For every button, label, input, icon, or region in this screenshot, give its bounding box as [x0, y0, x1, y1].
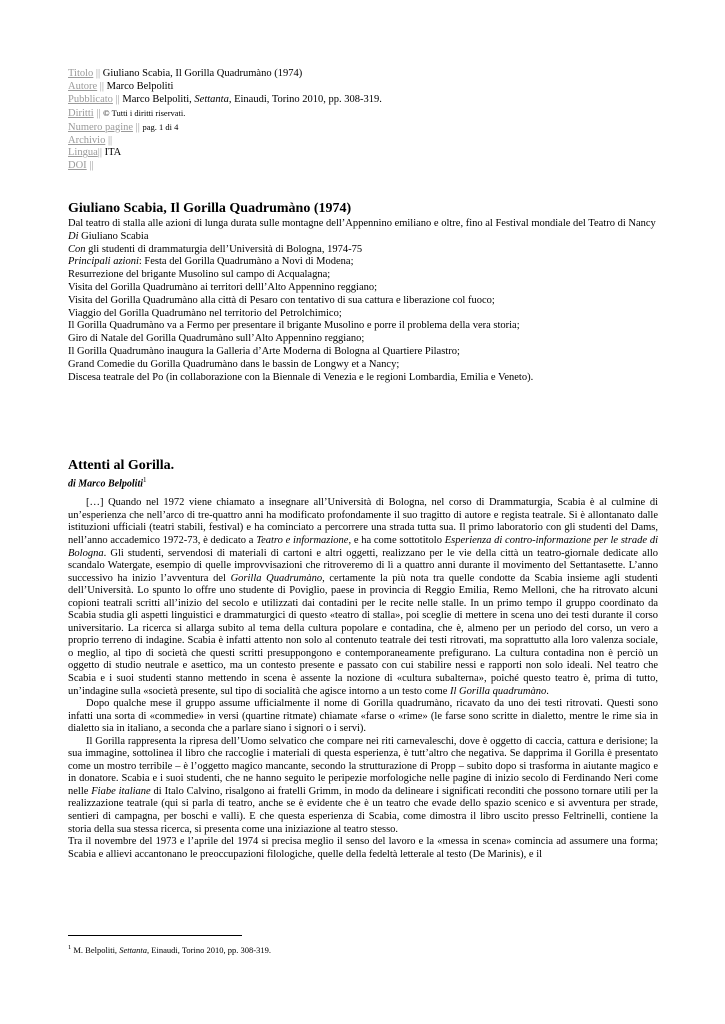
credit-di-label: Di [68, 230, 79, 242]
credit-con-value: gli studenti di drammaturgia dell’Università di Bologna, 1974-75 [85, 243, 363, 255]
principali-azioni [68, 256, 658, 269]
meta-row-titolo [68, 68, 382, 81]
azione-item: Visita del Gorilla Quadrumàno ai territori delll’Alto Appennino reggiano; [68, 281, 378, 293]
azione-item: Discesa teatrale del Po (in collaborazione con la Biennale di Venezia e le regioni Lombardia, Emilia e Veneto). [68, 371, 534, 383]
scheda-section [68, 201, 658, 384]
meta-row-pubblicato [68, 94, 382, 107]
meta-value-pubblicato-post: , Einaudi, Torino 2010, pp. 308-319. [228, 93, 382, 105]
article-paragraph: Dopo qualche mese il gruppo assume ufficialmente il nome di Gorilla quadrumàno, ricavato da uno dei testi ritrovati. Questi sono infatti una sorta di «commedie» in versi (quartine ritmate) chiamate «farse o «rime» (le farse sono scritte in dialetto, mentre le rime sia in dialetto sia in italiano, a seconda che a parlare siano i signori o i servi). [68, 698, 658, 735]
azione-item: Grand Comedie du Gorilla Quadrumàno dans le bassin de Longwy et a Nancy; [68, 358, 400, 370]
article-author-name: di Marco Belpoliti [68, 478, 143, 490]
metadata-block [68, 68, 382, 173]
meta-separator: || [97, 147, 102, 159]
text-run: , certamente la più nota tra quelle condotte da Scabia insieme agli studenti dell’Università. Lo spunto lo offre uno studente di Poviglio, paese in provincia di Reggio Emilia, Remo Melloni, che ha ritrovato alcuni copioni teatrali scritti all’inizio del secolo e utilizzati dai contadini per le recite nelle stalle. In un primo tempo il gruppo coordinato da Scabia studia gli aspetti linguistici e drammaturgici di questo «teatro di stalla», poi sceglie di mettere in scena uno dei testi durante il corso universitario. La ricerca si allarga subito al tema della cultura popolare e contadina, che è, almeno per un periodo del corso, un vero a proprio terreno di indagine. Scabia è infatti attento non solo al contenuto teatrale dei testi ritrovati, ma soprattutto alla loro valenza sociale, o meglio, al tipo di società che questi scritti presuppongono e contemporaneamente prefigurano. La cultura contadina non è perciò un oggetto di studio neutrale e asettico, ma un contesto presente e passato con cui stabilire nessi e rapporti non solo ideali. Nel teatro che Scabia e i suoi studenti stanno mettendo in scena è assente la nozione di «cultura subalterna», poiché questo teatro è, prima di tutto, un’indagine sulla «società presente, sul tipo di socialità che agisce intorno a un testo come [68, 572, 658, 697]
article-author [68, 474, 658, 490]
credit-con [68, 244, 658, 257]
text-run-italic: Fiabe italiane [91, 785, 151, 797]
meta-label-numero-pagine[interactable]: Numero pagine [68, 121, 134, 133]
meta-label-doi[interactable]: DOI [68, 160, 87, 172]
footnote-text-pre: M. Belpoliti, [71, 944, 120, 955]
azioni-label: Principali azioni [68, 256, 139, 268]
meta-value-numero-pagine: pag. 1 di 4 [142, 121, 179, 132]
meta-separator: || [115, 93, 120, 105]
meta-value-pubblicato-pre: Marco Belpoliti, [122, 93, 195, 105]
meta-label-archivio[interactable]: Archivio [68, 134, 106, 146]
meta-label-lingua[interactable]: Lingua [68, 147, 98, 159]
text-run: . Gli studenti, servendosi di materiali di cartoni e altri oggetti, realizzano per le vie della città un teatro-giornale dedicate allo scandalo Watergate, esempio di quelle improvvisazioni che ritroveremo di lì a quattro anni durante il movimento del Settantasette. L’anno successivo ha inizio l’avventura del [68, 547, 658, 584]
text-run: . [546, 685, 549, 697]
footnote [68, 943, 271, 955]
footnote-divider [68, 935, 242, 936]
text-run: […] Quando nel 1972 viene chiamato a insegnare all’Università di Bologna, nel corso di Drammaturgia, Scabia è al culmine di un’esperienza che nell’arco di tre-quattro anni ha modificato profondamente il suo tragitto di autore e regista teatrale. Si è allontanato dalle istituzioni ufficiali (teatri stabili, festival) e ha cominciato a percorrere una strada tutta sua. Il primo laboratorio con gli studenti del Dams, nell’anno accademico 1972-73, è dedicato a [68, 497, 658, 546]
text-run-italic: Il Gorilla quadrumàno [449, 685, 547, 697]
meta-label-pubblicato[interactable]: Pubblicato [68, 93, 113, 105]
meta-value-titolo: Giuliano Scabia, Il Gorilla Quadrumàno (1974) [102, 68, 303, 79]
article-paragraph: Tra il novembre del 1973 e l’aprile del 1974 si precisa meglio il senso del lavoro e la «messa in scena» comincia ad assumere una forma; Scabia e allievi accantonano le preoccupazioni filologiche, quelle della fedeltà letterale al testo (De Marinis), e il [68, 836, 658, 860]
footnote-text-post: , Einaudi, Torino 2010, pp. 308-319. [147, 944, 271, 955]
meta-row-doi [68, 160, 382, 173]
text-run-italic: Gorilla Quadrumàno [230, 572, 323, 584]
text-run: Il Gorilla rappresenta la ripresa dell’Uomo selvatico che compare nei riti carnevaleschi, dove è oggetto di caccia, cattura e derisione; la sua immagine, sottolinea il libro che raccoglie i materiali di questa esperienza, è tutt’altro che negativa. Se dapprima il Gorilla è presentato come un mostro terribile – è l’oggetto magico mancante, secondo la strutturazione di Propp – subito dopo si trasforma in aiutante magico e in donatore. Scabia e i suoi studenti, che ne hanno seguito le peripezie morfologiche nelle pagine di inizio secolo di Ferdinando Neri come nelle [68, 735, 658, 797]
azione-item: Visita del Gorilla Quadrumàno alla città di Pesaro con tentativo di sua cattura e liberazione col fuoco; [68, 294, 495, 306]
meta-separator: || [135, 121, 140, 133]
meta-separator: || [89, 160, 94, 172]
meta-label-autore[interactable]: Autore [68, 80, 98, 92]
azione-item: Il Gorilla Quadrumàno inaugura la Galleria d’Arte Moderna di Bologna al Quartiere Pilastro; [68, 345, 460, 357]
section-subtitle: Dal teatro di stalla alle azioni di lunga durata sulle montagne dell’Appennino emiliano e oltre, fino al Festival mondiale del Teatro di Nancy [68, 218, 656, 229]
meta-row-diritti [68, 107, 382, 121]
meta-row-numero-pagine [68, 121, 382, 135]
meta-value-autore: Marco Belpoliti [106, 80, 174, 92]
meta-value-pubblicato-title: Settanta [194, 93, 229, 105]
meta-row-archivio [68, 135, 382, 148]
footnote-number: 1 [68, 944, 72, 951]
text-run: , e ha come sottotitolo [348, 534, 445, 546]
article-paragraph [68, 497, 658, 698]
article-paragraph [68, 736, 658, 836]
meta-value-diritti: © Tutti i diritti riservati. [103, 107, 186, 118]
azione-item: Il Gorilla Quadrumàno va a Fermo per presentare il brigante Musolino e porre il problema della vera storia; [68, 320, 520, 332]
meta-separator: || [95, 68, 101, 79]
meta-separator: || [96, 107, 101, 119]
meta-value-lingua: ITA [104, 147, 122, 159]
meta-separator: || [99, 80, 105, 92]
article-title: Attenti al Gorilla. [68, 458, 175, 473]
text-run: di Italo Calvino, risalgono ai fratelli Grimm, in modo da delineare i significati reconditi che possono tornare utili per la realizzazione teatrale (qui si parla di teatro, anche se è evidente che è un teatro che evade dello spazio scenico e si avventura per strade, sentieri di campagna, per boschi e valli). E che questa esperienza di Scabia, come dimostra il libro uscito presso Feltrinelli, contiene la storia della sua stessa ricerca, si presenta come una iniziazione al teatro stesso. [68, 785, 659, 835]
footnote-text-title: Settanta [119, 944, 148, 955]
credit-di [68, 231, 658, 244]
azione-item: Resurrezione del brigante Musolino sul campo di Acqualagna; [68, 269, 331, 281]
azione-item: Viaggio del Gorilla Quadrumàno nel territorio del Petrolchimico; [68, 307, 342, 319]
meta-label-diritti[interactable]: Diritti [68, 107, 94, 119]
azione-item: Giro di Natale del Gorilla Quadrumàno sull’Alto Appennino reggiano; [68, 333, 365, 345]
credit-con-label: Con [68, 243, 86, 255]
meta-row-autore [68, 81, 382, 94]
text-run-italic: Esperienza di contro-informazione per le strade di Bologna [68, 534, 658, 559]
article-section [68, 458, 658, 861]
section-title: Giuliano Scabia, Il Gorilla Quadrumàno (1974) [68, 201, 352, 216]
meta-row-lingua [68, 147, 382, 160]
text-run-italic: Teatro e informazione [256, 534, 349, 546]
footnote-ref[interactable]: 1 [143, 476, 147, 484]
meta-separator: || [107, 134, 113, 146]
credit-di-value: Giuliano Scabia [78, 230, 149, 242]
meta-label-titolo[interactable]: Titolo [68, 68, 94, 79]
azioni-value: : Festa del Gorilla Quadrumàno a Novi di Modena; [138, 256, 354, 268]
